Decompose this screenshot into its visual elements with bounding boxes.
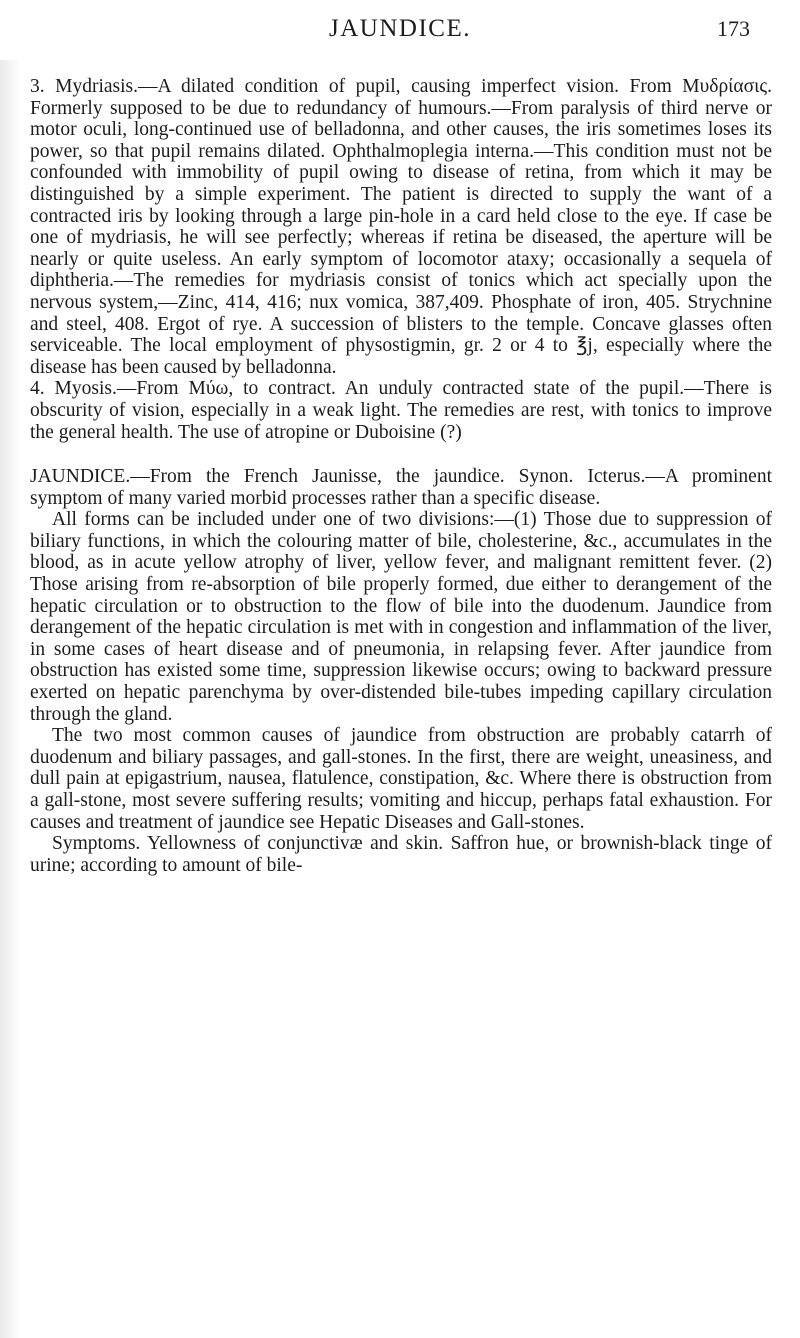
paragraph-jaundice-symptoms: Symptoms. Yellowness of conjunctivæ and skin. Saffron hue, or brownish-black tinge of urine; according to amount of bile-	[30, 833, 772, 876]
running-head	[0, 12, 800, 46]
paragraph-jaundice-entry: JAUNDICE.—From the French Jaunisse, the jaundice. Synon. Icterus.—A prominent symptom of many varied morbid processes rather than a specific disease.	[30, 466, 772, 509]
running-title: JAUNDICE.	[329, 15, 471, 42]
paragraph-mydriasis: 3. Mydriasis.—A dilated condition of pupil, causing imperfect vision. From Μυδρίασις. Formerly supposed to be due to redundancy of humours.—From paralysis of third nerve or motor oculi, long-continued use of belladonna, and other causes, the iris sometimes loses its power, so that pupil remains dilated. Ophthalmoplegia interna.—This condition must not be confounded with immobility of pupil owing to disease of retina, from which it may be distinguished by a simple experiment. The patient is directed to supply the want of a contracted iris by looking through a large pin-hole in a card held close to the eye. If case be one of mydriasis, he will see perfectly; whereas if retina be diseased, the aperture will be nearly or quite useless. An early symptom of locomotor ataxy; occasionally a sequela of diphtheria.—The remedies for mydriasis consist of tonics which act specially upon the nervous system,—Zinc, 414, 416; nux vomica, 387,409. Phosphate of iron, 405. Strychnine and steel, 408. Ergot of rye. A succession of blisters to the temple. Concave glasses often serviceable. The local employment of physostigmin, gr. 2 or 4 to ℥j, especially where the disease has been caused by belladonna.	[30, 76, 772, 378]
binding-gutter-shade	[0, 60, 20, 1338]
paragraph-myosis: 4. Myosis.—From Μύω, to contract. An unduly contracted state of the pupil.—There is obscurity of vision, especially in a weak light. The remedies are rest, with tonics to improve the general health. The use of atropine or Duboisine (?)	[30, 378, 772, 443]
body-text	[30, 76, 772, 876]
paragraph-jaundice-forms: All forms can be included under one of two divisions:—(1) Those due to suppression of biliary functions, in which the colouring matter of bile, cholesterine, &c., accumulates in the blood, as in acute yellow atrophy of liver, yellow fever, and malignant remittent fever. (2) Those arising from re-absorption of bile properly formed, due either to derangement of the hepatic circulation or to obstruction to the flow of bile into the duodenum. Jaundice from derangement of the hepatic circulation is met with in congestion and inflammation of the liver, in some cases of heart disease and of pneumonia, in relapsing fever. After jaundice from obstruction has existed some time, suppression likewise occurs; owing to backward pressure exerted on hepatic parenchyma by over-distended bile-tubes impeding capillary circulation through the gland.	[30, 509, 772, 725]
page-number: 173	[717, 16, 750, 41]
paragraph-jaundice-causes: The two most common causes of jaundice from obstruction are probably catarrh of duodenum and biliary passages, and gall-stones. In the first, there are weight, uneasiness, and dull pain at epigastrium, nausea, flatulence, constipation, &c. Where there is obstruction from a gall-stone, most severe suffering results; vomiting and hiccup, perhaps fatal exhaustion. For causes and treatment of jaundice see Hepatic Diseases and Gall-stones.	[30, 725, 772, 833]
